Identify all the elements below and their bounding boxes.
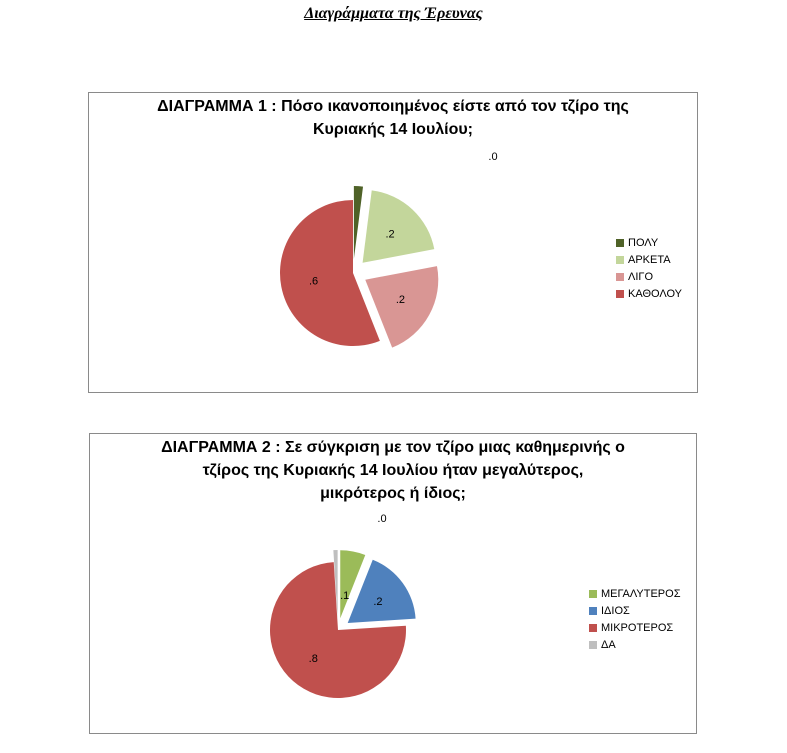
chart-1-legend: [616, 234, 682, 302]
chart-1-legend-swatch: [616, 290, 624, 298]
chart-1-legend-label: ΑΡΚΕΤΑ: [628, 253, 671, 266]
chart-1-legend-swatch: [616, 239, 624, 247]
chart-2-data-label-1: .1: [340, 589, 350, 602]
chart-2-legend: [589, 585, 681, 653]
chart-1-legend-swatch: [616, 273, 624, 281]
chart-2-data-label-3: .8: [308, 653, 318, 666]
chart-1-title-line-2: Κυριακής 14 Ιουλίου;: [312, 121, 474, 138]
chart-1-legend-item: [616, 251, 682, 268]
chart-2-legend-item: [589, 602, 681, 619]
chart-2-title-line-2: τζίρος της Κυριακής 14 Ιουλίου ήταν μεγαλύτερος,: [202, 462, 584, 479]
chart-2-legend-swatch: [589, 641, 597, 649]
chart-1-title-line-1: ΔΙΑΓΡΑΜΜΑ 1 : Πόσο ικανοποιημένος είστε από τον τζίρο της: [157, 98, 629, 115]
chart-2-frame: [89, 433, 697, 734]
chart-2-legend-swatch: [589, 624, 597, 632]
chart-2-legend-label: ΜΕΓΑΛΥΤΕΡΟΣ: [601, 587, 681, 600]
chart-2-title-line-1: ΔΙΑΓΡΑΜΜΑ 2 : Σε σύγκριση με τον τζίρο μιας καθημερινής ο: [161, 439, 625, 456]
chart-2-legend-label: ΔΑ: [601, 638, 616, 651]
chart-2-legend-swatch: [589, 590, 597, 598]
chart-2-pie: [90, 434, 696, 733]
chart-2-legend-item: [589, 636, 681, 653]
chart-1-legend-label: ΛΙΓΟ: [628, 270, 654, 283]
chart-2-legend-item: [589, 585, 681, 602]
chart-1-legend-label: ΠΟΛΥ: [628, 236, 659, 249]
chart-1-legend-item: [616, 268, 682, 285]
chart-1-pie: [89, 93, 697, 392]
chart-2-title-line-3: μικρότερος ή ίδιος;: [320, 485, 466, 502]
chart-2-data-label-2: .2: [373, 595, 383, 608]
chart-2-data-label-4: .0: [377, 513, 387, 525]
chart-1-data-label-1: .0: [488, 151, 498, 163]
chart-2-legend-item: [589, 619, 681, 636]
chart-1-legend-swatch: [616, 256, 624, 264]
chart-1-legend-item: [616, 234, 682, 251]
page-heading: Διαγράμματα της Έρευνας: [304, 5, 483, 22]
chart-1-slice-2: [363, 190, 435, 262]
chart-2-legend-label: ΜΙΚΡΟΤΕΡΟΣ: [601, 621, 674, 634]
chart-1-data-label-4: .6: [308, 275, 319, 288]
chart-2-legend-swatch: [589, 607, 597, 615]
chart-1-frame: [88, 92, 698, 393]
chart-1-data-label-2: .2: [385, 228, 395, 241]
chart-1-slice-1: [354, 186, 363, 259]
chart-1-legend-label: ΚΑΘΟΛΟΥ: [628, 287, 683, 300]
chart-2-legend-label: ΙΔΙΟΣ: [601, 604, 630, 617]
chart-1-legend-item: [616, 285, 682, 302]
chart-1-slice-4: [280, 200, 380, 346]
chart-1-data-label-3: .2: [395, 294, 406, 307]
